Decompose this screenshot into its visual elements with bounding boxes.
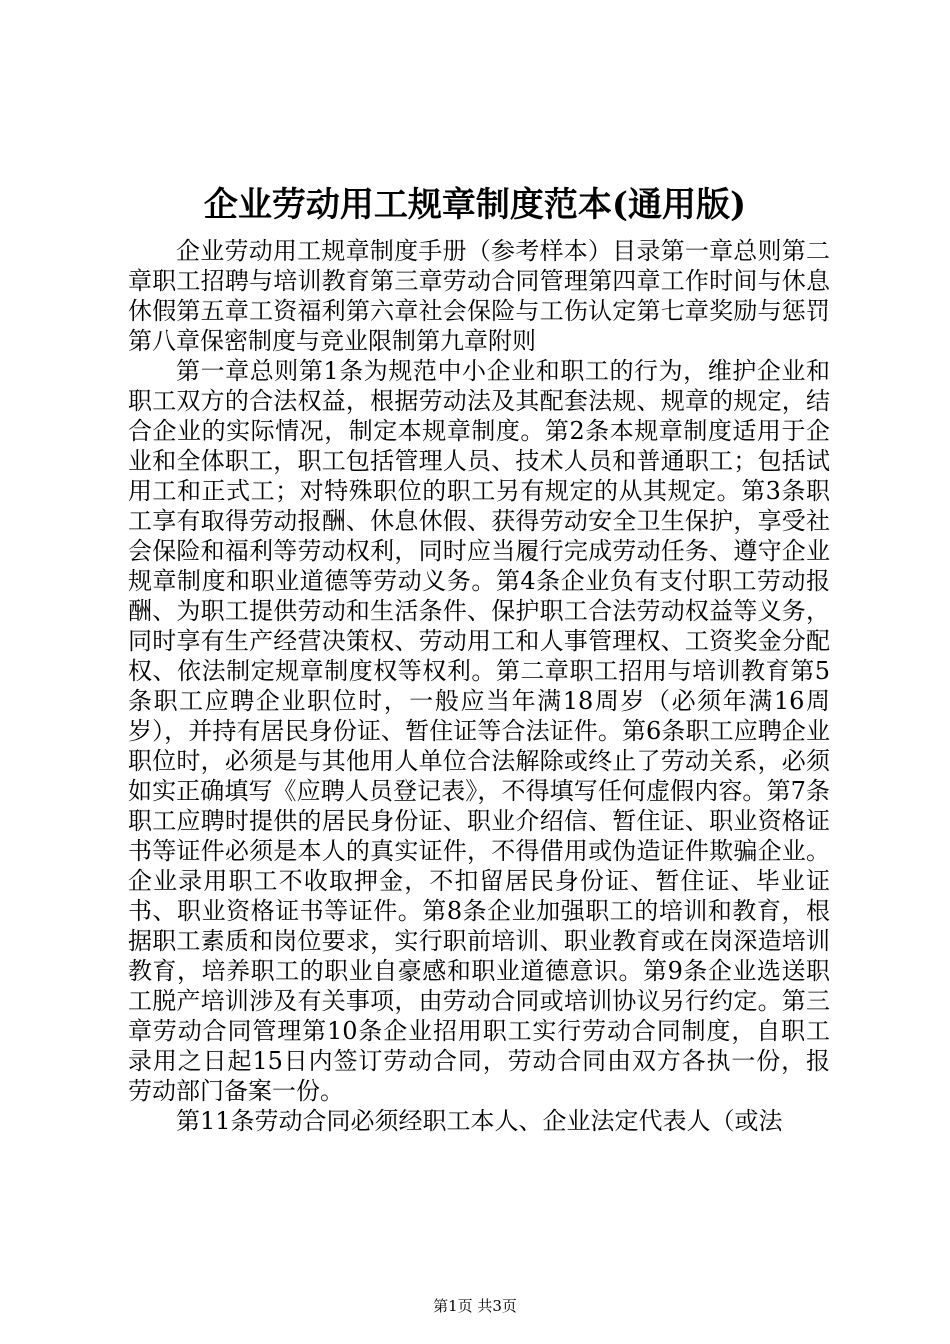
paragraph-article-eleven: 第11条劳动合同必须经职工本人、企业法定代表人（或法 [176,1107,783,1135]
document-title: 企业劳动用工规章制度范本(通用版) [203,185,747,225]
paragraph-table-of-contents: 企业劳动用工规章制度手册（参考样本）目录第一章总则第二章职工招聘与培训教育第三章劳动合同管理第四章工作时间与休息休假第五章工资福利第六章社会保险与工伤认定第七章奖励与惩罚第八章保密制度与竞业限制第九章附则 [128,237,830,355]
page-number-footer: 第1页 共3页 [433,1297,517,1315]
paragraph-chapter-one: 第一章总则第1条为规范中小企业和职工的行为，维护企业和职工双方的合法权益，根据劳动法及其配套法规、规章的规定，结合企业的实际情况，制定本规章制度。第2条本规章制度适用于企业和全体职工，职工包括管理人员、技术人员和普通职工；包括试用工和正式工；对特殊职位的职工另有规定的从其规定。第3条职工享有取得劳动报酬、休息休假、获得劳动安全卫生保护，享受社会保险和福利等劳动权利，同时应当履行完成劳动任务、遵守企业规章制度和职业道德等劳动义务。第4条企业负有支付职工劳动报酬、为职工提供劳动和生活条件、保护职工合法劳动权益等义务，同时享有生产经营决策权、劳动用工和人事管理权、工资奖金分配权、依法制定规章制度权等权利。第二章职工招用与培训教育第5条职工应聘企业职位时，一般应当年满18周岁（必须年满16周岁），并持有居民身份证、暂住证等合法证件。第6条职工应聘企业职位时，必须是与其他用人单位合法解除或终止了劳动关系，必须如实正确填写《应聘人员登记表》，不得填写任何虚假内容。第7条职工应聘时提供的居民身份证、职业介绍信、暂住证、职业资格证书等证件必须是本人的真实证件，不得借用或伪造证件欺骗企业。企业录用职工不收取押金，不扣留居民身份证、暂住证、毕业证书、职业资格证书等证件。第8条企业加强职工的培训和教育，根据职工素质和岗位要求，实行职前培训、职业教育或在岗深造培训教育，培养职工的职业自豪感和职业道德意识。第9条企业选送职工脱产培训涉及有关事项，由劳动合同或培训协议另行约定。第三章劳动合同管理第10条企业招用职工实行劳动合同制度，自职工录用之日起15日内签订劳动合同，劳动合同由双方各执一份，报劳动部门备案一份。 [128,357,830,1105]
document-body [128,236,830,1136]
